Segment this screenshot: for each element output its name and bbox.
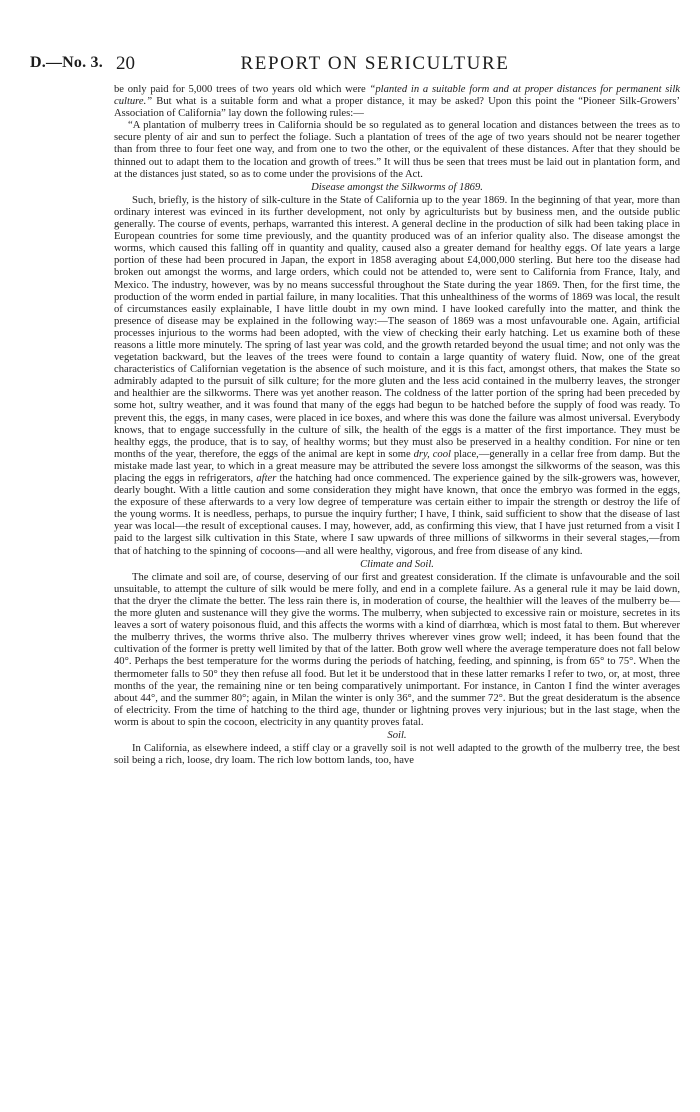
paragraph-disease (114, 195, 680, 558)
page-number: 20 (116, 53, 135, 74)
italic-text: after (256, 473, 277, 484)
italic-text: dry, cool (413, 448, 451, 460)
paragraph-intro (114, 84, 680, 120)
text-run: be only paid for 5,000 trees of two years old which were (114, 84, 370, 95)
text-run: But what is a suitable form and what a proper distance, it may be asked? Upon this point the “Pioneer Silk-Growers’ Association of California” lay down the following rules:— (114, 96, 680, 120)
page-header (30, 54, 680, 78)
section-heading-climate: Climate and Soil. (360, 558, 434, 570)
paragraph-soil: In California, as elsewhere indeed, a stiff clay or a gravelly soil is not well adapted to the growth of the mulberry tree, the best soil being a rich, loose, dry loam. The rich low bottom lands, too, have (114, 743, 680, 767)
text-run: place,—generally in a cellar free from damp. But the mistake made last year, to which in a great measure may be attributed the severe loss amongst the silkworms of the season, was this placing the eggs in refrigerators, (114, 448, 680, 484)
report-body (114, 84, 680, 767)
section-heading-soil: Soil. (387, 729, 407, 741)
document-number: D.—No. 3. (30, 54, 103, 71)
paragraph-climate: The climate and soil are, of course, deserving of our first and greatest consideration. If the climate is unfavourable and the soil unsuitable, to attempt the culture of silk would be mere folly, and end in a complete failure. As a general rule it may be laid down, that the dryer the climate the better. The less rain there is, in moderation of course, the healthier will the leaves of the mulberry be—the more gluten and sustenance will they give the worms. The mulberry, when subjected to excessive rain or moisture, secretes in its leaves a sort of watery poisonous fluid, and this affects the worms with a kind of diarrhœa, which is most fatal to them. But wherever the mulberry thrives, the worms thrive also. The mulberry thrives wherever vines grow well; indeed, it has been found that the cultivation of the former is pretty well limited by that of the latter. Both grow well where the average temperature does not fall below 40°. Perhaps the best temperature for the worms during the periods of hatching, feeding, and spinning, is from 65° to 75°. When the thermometer falls to 50° they then refuse all food. But let it be understood that in these latter remarks I refer to two, or, at most, three months of the year, the remaining nine or ten being comparatively unimportant. For instance, in Canton I find the winter averages about 44°, and the summer 80°; again, in Milan the winter is only 36°, and the summer 72°. But the great desideratum is the absence of electricity. From the time of hatching to the third age, thunder or lightning proves very injurious; but in the last stage, when the worm is about to spin the cocoon, electricity in any quantity proves fatal. (114, 571, 680, 728)
section-heading-disease: Disease amongst the Silkworms of 1869. (311, 181, 483, 193)
text-run: Such, briefly, is the history of silk-culture in the State of California up to the year 1869. In the beginning of that year, more than ordinary interest was evinced in its further development, not only by agriculturists but by business men, and the outside public generally. The course of events, perhaps, warranted this interest. A general decline in the production of silk had been taking place in European countries for some time previously, and the quantity produced was of an inferior quality also. The disease amongst the worms, which caused this falling off in quantity and quality, caused also a greater demand for healthy eggs. Of late years a large portion of these had been procured in Japan, the export in 1858 averaging about £4,000,000 sterling. But here too the disease had broken out amongst the worms, and large orders, which could not be attended to, were sent to California from France, Italy, and Mexico. The industry, however, was by no means successful throughout the State during the year 1869. Then, for the first time, the production of the worm ended in partial failure, in many localities. That this unhealthiness of the worms of 1869 was local, the result of circumstances easily explainable, I have little doubt in my own mind. I have looked carefully into the matter, and think the presence of disease may be explained in the following way:—The season of 1869 was a most unfavourable one. Again, artificial processes injurious to the worms had been adopted, with the view of checking their early hatching. Let us examine both of these reasons a little more minutely. The spring of last year was cold, and the growth retarded beyond the usual time; and not only was the vegetation backward, but the leaves of the trees were found to contain a large quantity of watery fluid. Now, one of the great characteristics of Californian vegetation is the absence of such moisture, and it is this fact, amongst others, that makes the State so admirably adapted to the pursuit of silk culture; for the more gluten and the less acid contained in the mulberry leaves, the stronger and healthier are the silkworms. There was yet another reason. The coldness of the latter portion of the spring had been preceded by some hot, sultry weather, and it was found that many of the eggs had begun to be hatched before the supply of food was ready. To prevent this, the eggs, in many cases, were placed in ice boxes, and where this was done the failure was almost universal. Everybody knows, that to engage successfully in the culture of silk, the health of the eggs is a matter of the first importance. They must be healthy eggs, the produce, that is to say, of healthy worms; but they must also be preserved in a healthy condition. For nine or ten months of the year, therefore, the eggs of the animal are kept in some (114, 194, 680, 460)
paragraph-rules-quote: “A plantation of mulberry trees in California should be so regulated as to general location and distances between the trees as to secure plenty of air and sun to perfect the foliage. Such a plantation of trees of the age of two years should not be nearer together than from three to four feet one way, and from one to two the other, or the equivalent of these distances. After that they should be thinned out to adapt them to the location and growth of trees.” It will thus be seen that trees must be laid out in plantation form, and at the distances just stated, so as to come under the provisions of the Act. (114, 120, 680, 180)
running-title: REPORT ON SERICULTURE (240, 53, 510, 74)
italic-quote: “planted in a suitable form and at proper distances for permanent silk culture.” (114, 84, 680, 108)
text-run: the hatching had once commenced. The experience gained by the silk-growers was, however, dearly bought. With a little caution and some consideration they might have known, that once the embryo was formed in the eggs, the exposure of these afterwards to a very low degree of temperature was certain either to impair the strength or destroy the life of the young worms. It is needless, perhaps, to pursue the inquiry further; I have, I think, said sufficient to show that the disease of last year was local—the result of exceptional causes. I may, however, add, as confirming this view, that I have just returned from a visit I paid to the largest silk cultivation in this State, where I saw upwards of three millions of silkworms in their several stages,—from that of hatching to the spinning of cocoons—and all were healthy, vigorous, and free from disease of any kind. (114, 473, 680, 557)
